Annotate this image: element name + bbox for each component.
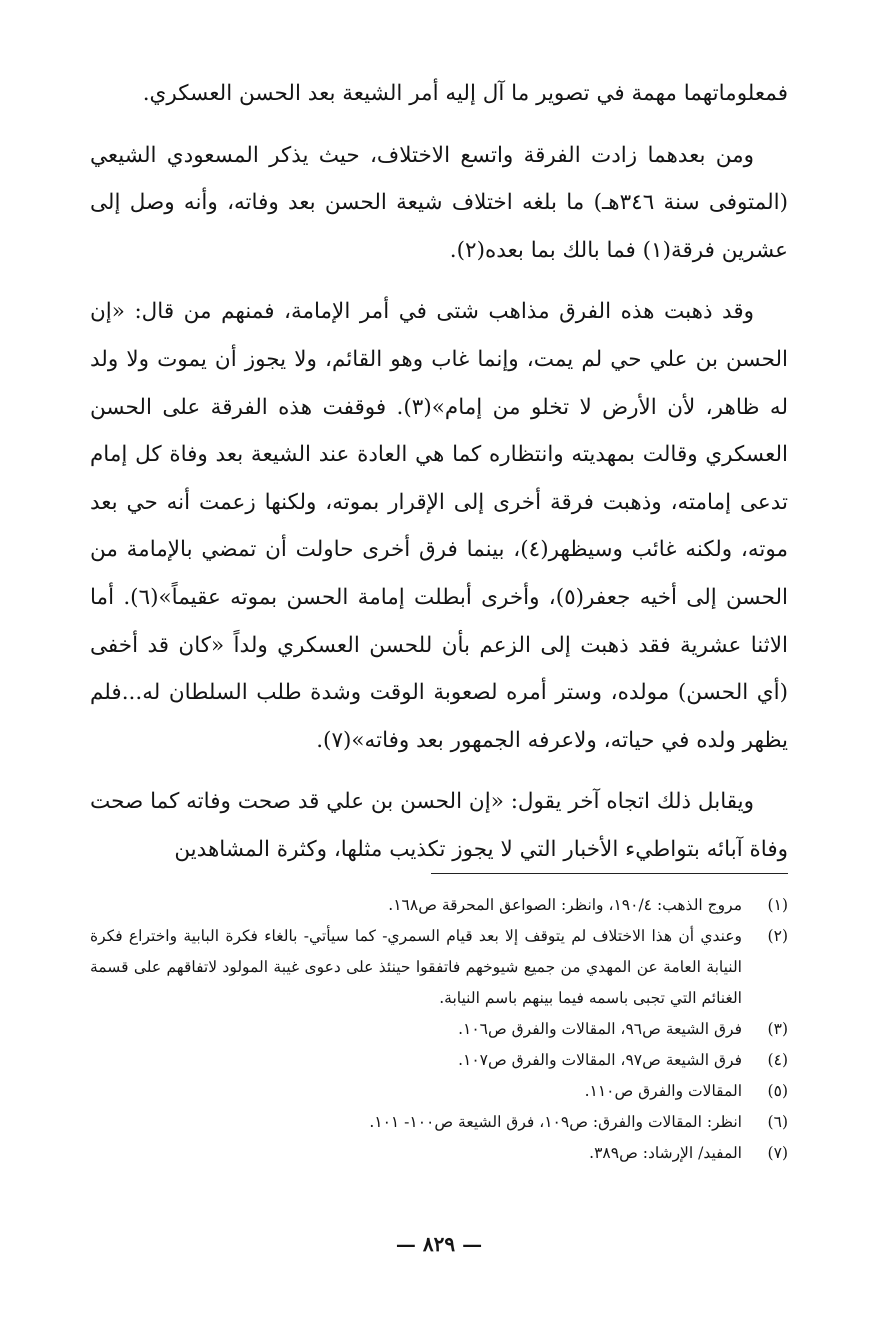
footnote-2 [90,921,788,1014]
footnote-text: المفيد/ الإرشاد: ص٣٨٩. [589,1144,742,1162]
footnote-divider [431,873,788,874]
paragraph-3: وقد ذهبت هذه الفرق مذاهب شتى في أمر الإمامة، فمنهم من قال: «إن الحسن بن علي حي لم يمت، وإنما غاب وهو القائم، ولا يجوز أن يموت ولا ولد له ظاهر، لأن الأرض لا تخلو من إمام»(٣). فوقفت هذه الفرقة على الحسن العسكري وقالت بمهديته وانتظاره كما هي العادة عند الشيعة بعد وفاة كل إمام تدعى إمامته، وذهبت فرقة أخرى إلى الإقرار بموته، ولكنها زعمت أنه حي بعد موته، ولكنه غائب وسيظهر(٤)، بينما فرق أخرى حاولت أن تمضي بالإمامة من الحسن إلى أخيه جعفر(٥)، وأخرى أبطلت إمامة الحسن بموته عقيماً»(٦). أما الاثنا عشرية فقد ذهبت إلى الزعم بأن للحسن العسكري ولداً «كان قد أخفى (أي الحسن) مولده، وستر أمره لصعوبة الوقت وشدة طلب السلطان له...فلم يظهر ولده في حياته، ولاعرفه الجمهور بعد وفاته»(٧). [90,299,788,753]
footnote-3 [90,1014,788,1045]
footnote-text: فرق الشيعة ص٩٦، المقالات والفرق ص١٠٦. [458,1020,742,1038]
footnote-1 [90,890,788,921]
footnote-7 [90,1138,788,1169]
paragraph-4: ويقابل ذلك اتجاه آخر يقول: «إن الحسن بن علي قد صحت وفاته كما صحت وفاة آبائه بتواطيء الأخبار التي لا يجوز تكذيب مثلها، وكثرة المشاهدين [90,789,788,862]
footnote-number: (٤) [767,1051,788,1069]
footnote-number: (٥) [767,1082,788,1100]
footnote-text: مروج الذهب: ١٩٠/٤، وانظر: الصواعق المحرقة ص١٦٨. [388,896,742,914]
footnote-number: (١) [767,896,788,914]
footnote-text: وعندي أن هذا الاختلاف لم يتوقف إلا بعد قيام السمري- كما سيأتي- بالغاء فكرة البابية واختراع فكرة النيابة العامة عن المهدي من جميع شيوخهم فاتفقوا حينئذ على دعوى غيبة المولود لاتفاقهم على قسمة الغنائم التي تجبى باسمه فيما بينهم باسم النيابة. [90,927,742,1007]
footnote-6 [90,1107,788,1138]
footnote-number: (٣) [767,1020,788,1038]
page-number: — ٨٢٩ — [395,1232,483,1256]
paragraph-1: فمعلوماتهما مهمة في تصوير ما آل إليه أمر الشيعة بعد الحسن العسكري. [142,81,788,106]
footnote-number: (٧) [767,1144,788,1162]
footnote-4 [90,1045,788,1076]
footnote-text: انظر: المقالات والفرق: ص١٠٩، فرق الشيعة ص١٠٠- ١٠١. [369,1113,742,1131]
footnote-5 [90,1076,788,1107]
footnotes [90,890,788,1169]
main-text [90,70,788,888]
paragraph-2: ومن بعدهما زادت الفرقة واتسع الاختلاف، حيث يذكر المسعودي الشيعي (المتوفى سنة ٣٤٦هـ) ما بلغه اختلاف شيعة الحسن بعد وفاته، وأنه وصل إلى عشرين فرقة(١) فما بالك بما بعده(٢). [90,142,788,263]
footnote-text: فرق الشيعة ص٩٧، المقالات والفرق ص١٠٧. [458,1051,742,1069]
footnote-text: المقالات والفرق ص١١٠. [584,1082,742,1100]
footnote-number: (٢) [767,927,788,945]
footnote-number: (٦) [767,1113,788,1131]
